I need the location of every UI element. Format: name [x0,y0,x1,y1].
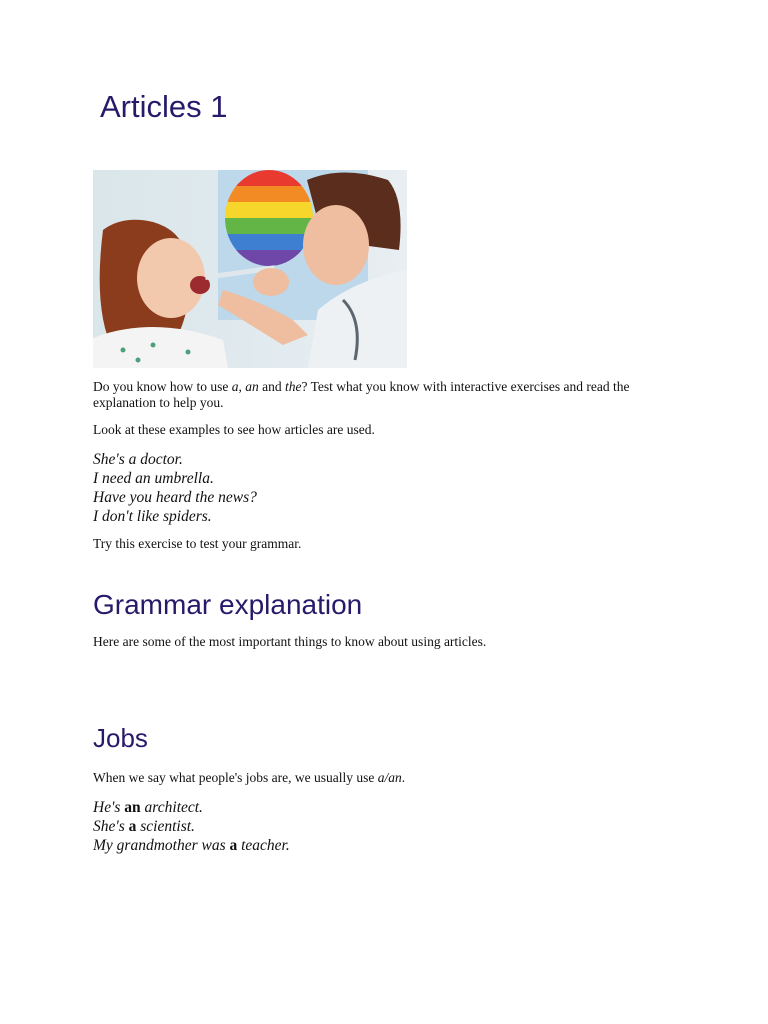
example-list [93,450,257,526]
grammar-heading: Grammar explanation [93,589,363,620]
jobs-example: My grandmother was a teacher. [93,837,290,854]
jobs-heading: Jobs [93,723,148,753]
jobs-example-list [93,798,290,855]
example-sentence: I need an umbrella. [93,470,214,487]
exercise-link-text[interactable]: Try this exercise to test your grammar. [93,536,302,551]
grammar-paragraph: Here are some of the most important things to know about using articles. [93,634,487,649]
jobs-paragraph: When we say what people's jobs are, we usually use a/an. [93,770,406,785]
intro-paragraph: Do you know how to use a, an and the? Test what you know with interactive exercises and read the explanation to help you. [93,379,630,410]
doctor-patient-photo [93,170,407,368]
page-title: Articles 1 [100,89,228,124]
look-paragraph: Look at these examples to see how articles are used. [93,422,375,437]
example-sentence: Have you heard the news? [93,489,257,506]
article-the: the [285,379,302,394]
example-sentence: She's a doctor. [93,451,183,468]
jobs-example: She's a scientist. [93,818,195,835]
article-a: a [231,379,239,394]
jobs-example: He's an architect. [93,799,203,816]
article-an: an [245,379,259,394]
example-sentence: I don't like spiders. [93,508,212,525]
